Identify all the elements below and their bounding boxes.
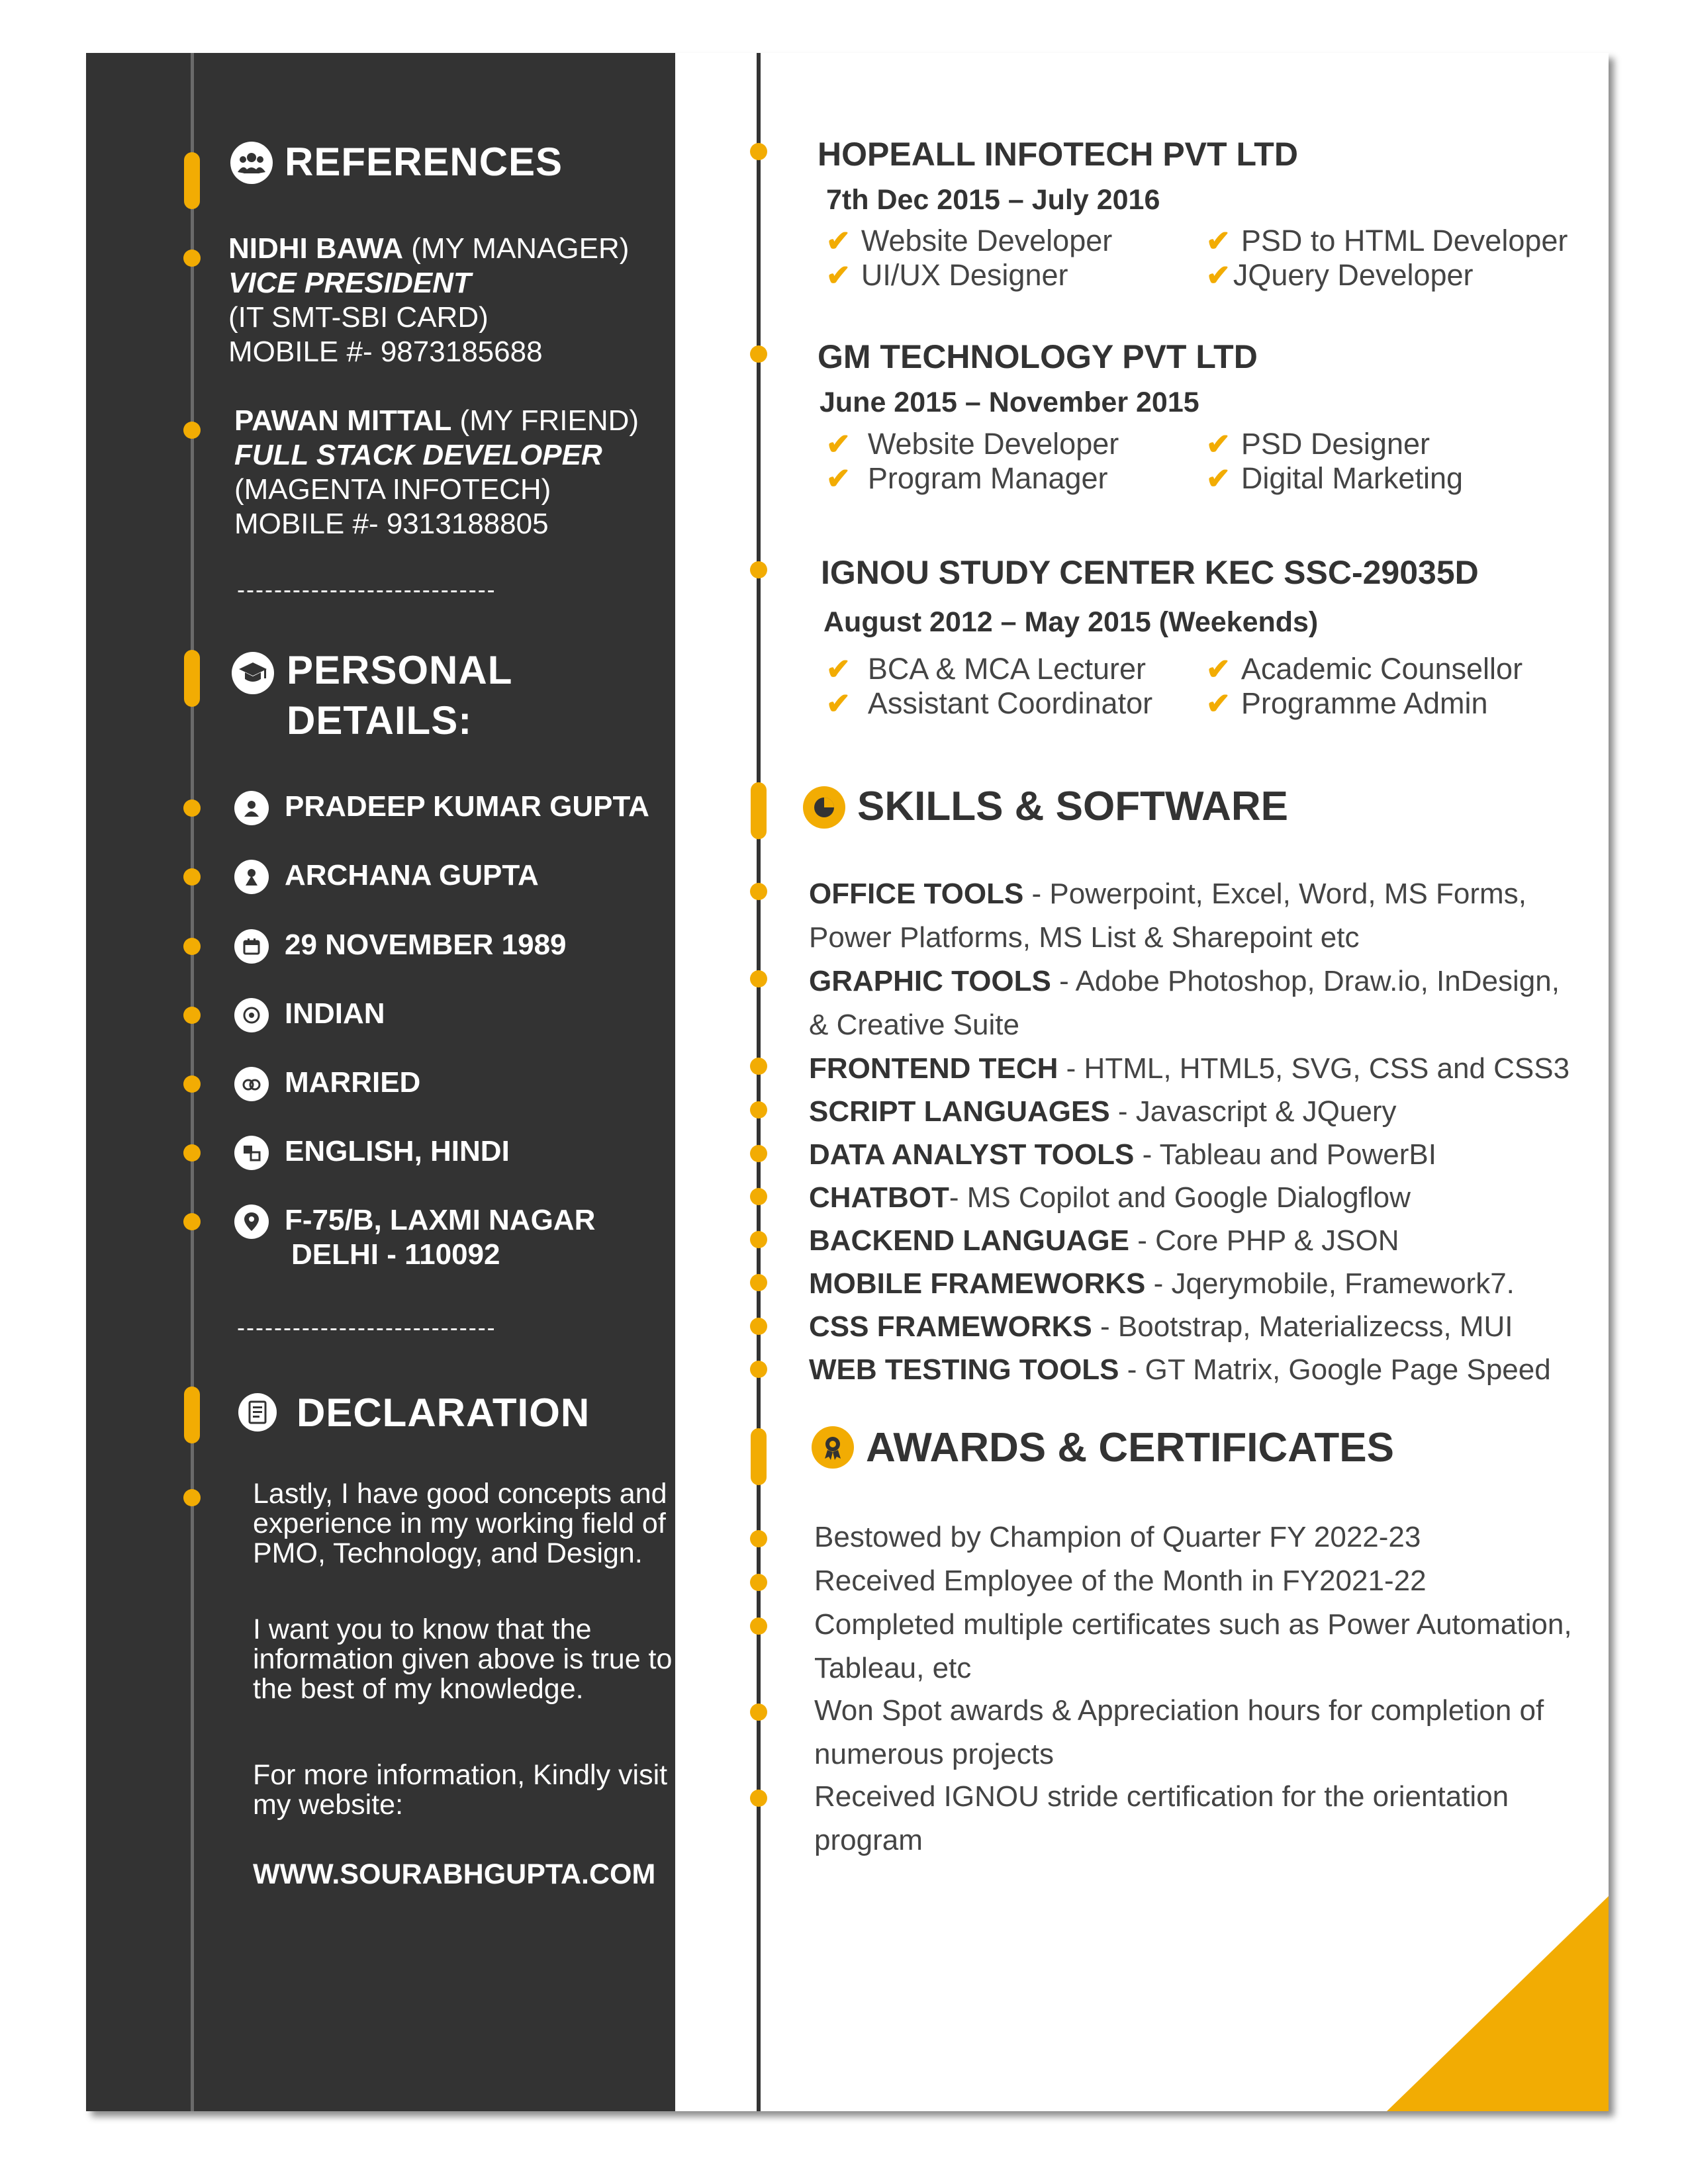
section-marker bbox=[184, 1387, 200, 1443]
reference-1 bbox=[228, 232, 629, 369]
location-pin-icon bbox=[234, 1205, 269, 1239]
timeline-dot bbox=[183, 1075, 201, 1093]
divider: ---------------------------- bbox=[237, 576, 496, 603]
award-item: Received IGNOU stride certification for the orientation program bbox=[814, 1780, 1509, 1856]
website-link[interactable]: WWW.SOURABHGUPTA.COM bbox=[253, 1858, 656, 1890]
address-line1: F-75/B, LAXMI NAGAR bbox=[285, 1204, 596, 1236]
job-company: GM TECHNOLOGY PVT LTD bbox=[818, 338, 1258, 375]
timeline-dot bbox=[750, 1188, 767, 1205]
job-role: ✔ Digital Marketing bbox=[1206, 461, 1464, 495]
timeline-dot bbox=[183, 1144, 201, 1161]
personal-heading-line1: PERSONAL bbox=[287, 648, 513, 692]
job-role: ✔ PSD to HTML Developer bbox=[1206, 224, 1568, 257]
rings-icon bbox=[234, 1067, 269, 1101]
timeline-dot bbox=[750, 1318, 767, 1335]
timeline-dot bbox=[750, 1530, 767, 1547]
reference-2 bbox=[234, 404, 639, 541]
check-icon: ✔ bbox=[826, 653, 851, 686]
skill-text: - Core PHP & JSON bbox=[1129, 1224, 1399, 1257]
check-icon: ✔ bbox=[826, 259, 851, 292]
skill-label: DATA ANALYST TOOLS bbox=[809, 1138, 1135, 1171]
timeline-dot bbox=[750, 345, 767, 363]
skill-label: CSS FRAMEWORKS bbox=[809, 1310, 1092, 1343]
reference-mobile: MOBILE #- 9873185688 bbox=[228, 336, 543, 368]
skill-text: - Tableau and PowerBI bbox=[1134, 1138, 1436, 1171]
timeline-dot bbox=[750, 1058, 767, 1075]
reference-company: (IT SMT-SBI CARD) bbox=[228, 301, 489, 334]
skill-item bbox=[809, 872, 1577, 960]
address-line2: DELHI - 110092 bbox=[291, 1238, 500, 1271]
timeline-dot bbox=[183, 799, 201, 817]
skill-text: - Jqerymobile, Framework7. bbox=[1145, 1267, 1515, 1300]
personal-item-spouse: ARCHANA GUPTA bbox=[285, 859, 539, 891]
personal-item-nationality: INDIAN bbox=[285, 997, 385, 1030]
timeline-dot bbox=[183, 1489, 201, 1506]
check-icon: ✔ bbox=[826, 428, 851, 461]
divider: ---------------------------- bbox=[237, 1314, 496, 1341]
skill-label: FRONTEND TECH bbox=[809, 1052, 1058, 1085]
job-role: ✔ JQuery Developer bbox=[1206, 258, 1474, 292]
job-role: ✔ Assistant Coordinator bbox=[826, 686, 1153, 720]
declaration-para3: For more information, Kindly visit my website: bbox=[253, 1759, 668, 1821]
language-icon bbox=[234, 1136, 269, 1170]
skill-text: - MS Copilot and Google Dialogflow bbox=[949, 1181, 1411, 1214]
job-dates: August 2012 – May 2015 (Weekends) bbox=[823, 606, 1319, 638]
timeline-dot bbox=[183, 1007, 201, 1024]
reference-relation: (MY MANAGER) bbox=[403, 232, 630, 265]
calendar-icon bbox=[234, 929, 269, 964]
sidebar bbox=[86, 53, 675, 2111]
skill-item bbox=[809, 960, 1577, 1047]
check-icon: ✔ bbox=[826, 462, 851, 495]
award-item: Bestowed by Champion of Quarter FY 2022-23 bbox=[814, 1521, 1421, 1553]
timeline-dot bbox=[183, 938, 201, 955]
skill-label: SCRIPT LANGUAGES bbox=[809, 1095, 1110, 1128]
section-marker bbox=[751, 1428, 767, 1485]
job-role: ✔ Website Developer bbox=[826, 427, 1119, 461]
check-icon: ✔ bbox=[1206, 687, 1231, 720]
reference-mobile: MOBILE #- 9313188805 bbox=[234, 508, 549, 540]
person-icon bbox=[234, 791, 269, 825]
check-icon: ✔ bbox=[826, 224, 851, 257]
check-icon: ✔ bbox=[1206, 653, 1231, 686]
reference-name: PAWAN MITTAL bbox=[234, 404, 452, 437]
personal-item-marital: MARRIED bbox=[285, 1066, 421, 1099]
timeline-dot bbox=[750, 1145, 767, 1162]
timeline-dot bbox=[750, 1101, 767, 1118]
check-icon: ✔ bbox=[1206, 462, 1231, 495]
skill-item bbox=[809, 1176, 1577, 1220]
job-company: HOPEALL INFOTECH PVT LTD bbox=[818, 136, 1298, 173]
job-dates: June 2015 – November 2015 bbox=[820, 387, 1199, 418]
job-role: ✔ Programme Admin bbox=[1206, 686, 1488, 720]
skill-item bbox=[809, 1348, 1577, 1392]
skill-text: - Powerpoint, Excel, Word, MS Forms, Power Platforms, MS List & Sharepoint etc bbox=[809, 878, 1526, 954]
award-badge-icon bbox=[812, 1426, 854, 1469]
skill-item bbox=[809, 1047, 1577, 1091]
timeline-dot bbox=[750, 1231, 767, 1248]
job-dates: 7th Dec 2015 – July 2016 bbox=[826, 184, 1160, 216]
skill-text: - HTML, HTML5, SVG, CSS and CSS3 bbox=[1058, 1052, 1570, 1085]
graduation-cap-icon bbox=[232, 652, 274, 694]
skill-item bbox=[809, 1219, 1577, 1263]
skill-label: OFFICE TOOLS bbox=[809, 878, 1024, 910]
skill-item bbox=[809, 1262, 1577, 1306]
award-item: Received Employee of the Month in FY2021-22 bbox=[814, 1565, 1427, 1597]
skill-item bbox=[809, 1133, 1577, 1177]
declaration-para2: I want you to know that the information given above is true to the best of my knowledge. bbox=[253, 1614, 673, 1705]
award-item: Won Spot awards & Appreciation hours for completion of numerous projects bbox=[814, 1694, 1544, 1770]
declaration-heading: DECLARATION bbox=[297, 1390, 590, 1435]
timeline-dot bbox=[750, 1704, 767, 1721]
pie-chart-icon bbox=[803, 786, 845, 829]
timeline-dot bbox=[750, 1361, 767, 1378]
timeline-dot bbox=[750, 883, 767, 900]
personal-heading-line2: DETAILS: bbox=[287, 698, 473, 743]
skill-text: - Bootstrap, Materializecss, MUI bbox=[1092, 1310, 1513, 1343]
skill-label: MOBILE FRAMEWORKS bbox=[809, 1267, 1146, 1300]
skill-label: WEB TESTING TOOLS bbox=[809, 1353, 1119, 1386]
reference-title: FULL STACK DEVELOPER bbox=[234, 439, 602, 471]
flag-icon bbox=[234, 998, 269, 1032]
timeline-dot bbox=[750, 970, 767, 987]
skill-text: - GT Matrix, Google Page Speed bbox=[1119, 1353, 1551, 1386]
job-role: ✔ Academic Counsellor bbox=[1206, 652, 1523, 686]
job-company: IGNOU STUDY CENTER KEC SSC-29035D bbox=[821, 554, 1479, 591]
people-icon bbox=[230, 142, 273, 184]
reference-relation: (MY FRIEND) bbox=[451, 404, 639, 437]
timeline-dot bbox=[750, 143, 767, 160]
timeline-dot bbox=[183, 422, 201, 439]
check-icon: ✔ bbox=[1206, 428, 1231, 461]
skill-label: GRAPHIC TOOLS bbox=[809, 965, 1051, 997]
timeline-dot bbox=[183, 1213, 201, 1230]
skill-text: - Javascript & JQuery bbox=[1109, 1095, 1397, 1128]
timeline-dot bbox=[750, 1274, 767, 1291]
timeline-dot bbox=[750, 561, 767, 578]
personal-item-address bbox=[285, 1203, 595, 1272]
award-item: Completed multiple certificates such as Power Automation, Tableau, etc bbox=[814, 1608, 1572, 1684]
personal-item-languages: ENGLISH, HINDI bbox=[285, 1135, 510, 1167]
timeline-dot bbox=[750, 1574, 767, 1591]
check-icon: ✔ bbox=[1206, 259, 1231, 292]
check-icon: ✔ bbox=[1206, 224, 1231, 257]
section-marker bbox=[751, 782, 767, 839]
personal-item-name: PRADEEP KUMAR GUPTA bbox=[285, 790, 649, 823]
job-role: ✔ UI/UX Designer bbox=[826, 258, 1068, 292]
section-marker bbox=[184, 152, 200, 209]
document-icon bbox=[238, 1393, 277, 1432]
reference-title: VICE PRESIDENT bbox=[228, 267, 471, 299]
job-role: ✔ Program Manager bbox=[826, 461, 1108, 495]
check-icon: ✔ bbox=[826, 687, 851, 720]
skill-text: - Adobe Photoshop, Draw.io, InDesign, & Creative Suite bbox=[809, 965, 1560, 1041]
reference-name: NIDHI BAWA bbox=[228, 232, 403, 265]
skills-heading: SKILLS & SOFTWARE bbox=[857, 784, 1288, 829]
skill-item bbox=[809, 1305, 1577, 1349]
personal-details-heading bbox=[287, 645, 512, 746]
timeline-dot bbox=[750, 1617, 767, 1635]
skill-label: BACKEND LANGUAGE bbox=[809, 1224, 1129, 1257]
job-role: ✔ Website Developer bbox=[826, 224, 1113, 257]
job-role: ✔ PSD Designer bbox=[1206, 427, 1430, 461]
timeline-dot bbox=[183, 250, 201, 267]
section-marker bbox=[184, 650, 200, 707]
female-person-icon bbox=[234, 860, 269, 894]
timeline-dot bbox=[183, 868, 201, 886]
job-role: ✔ BCA & MCA Lecturer bbox=[826, 652, 1147, 686]
skill-item bbox=[809, 1090, 1577, 1134]
skill-label: CHATBOT bbox=[809, 1181, 949, 1214]
declaration-para1: Lastly, I have good concepts and experience in my working field of PMO, Technology, and Design. bbox=[253, 1478, 667, 1569]
references-heading: REFERENCES bbox=[285, 140, 563, 184]
reference-company: (MAGENTA INFOTECH) bbox=[234, 473, 551, 506]
timeline-dot bbox=[750, 1790, 767, 1807]
awards-heading: AWARDS & CERTIFICATES bbox=[866, 1425, 1394, 1471]
personal-item-dob: 29 NOVEMBER 1989 bbox=[285, 929, 567, 961]
